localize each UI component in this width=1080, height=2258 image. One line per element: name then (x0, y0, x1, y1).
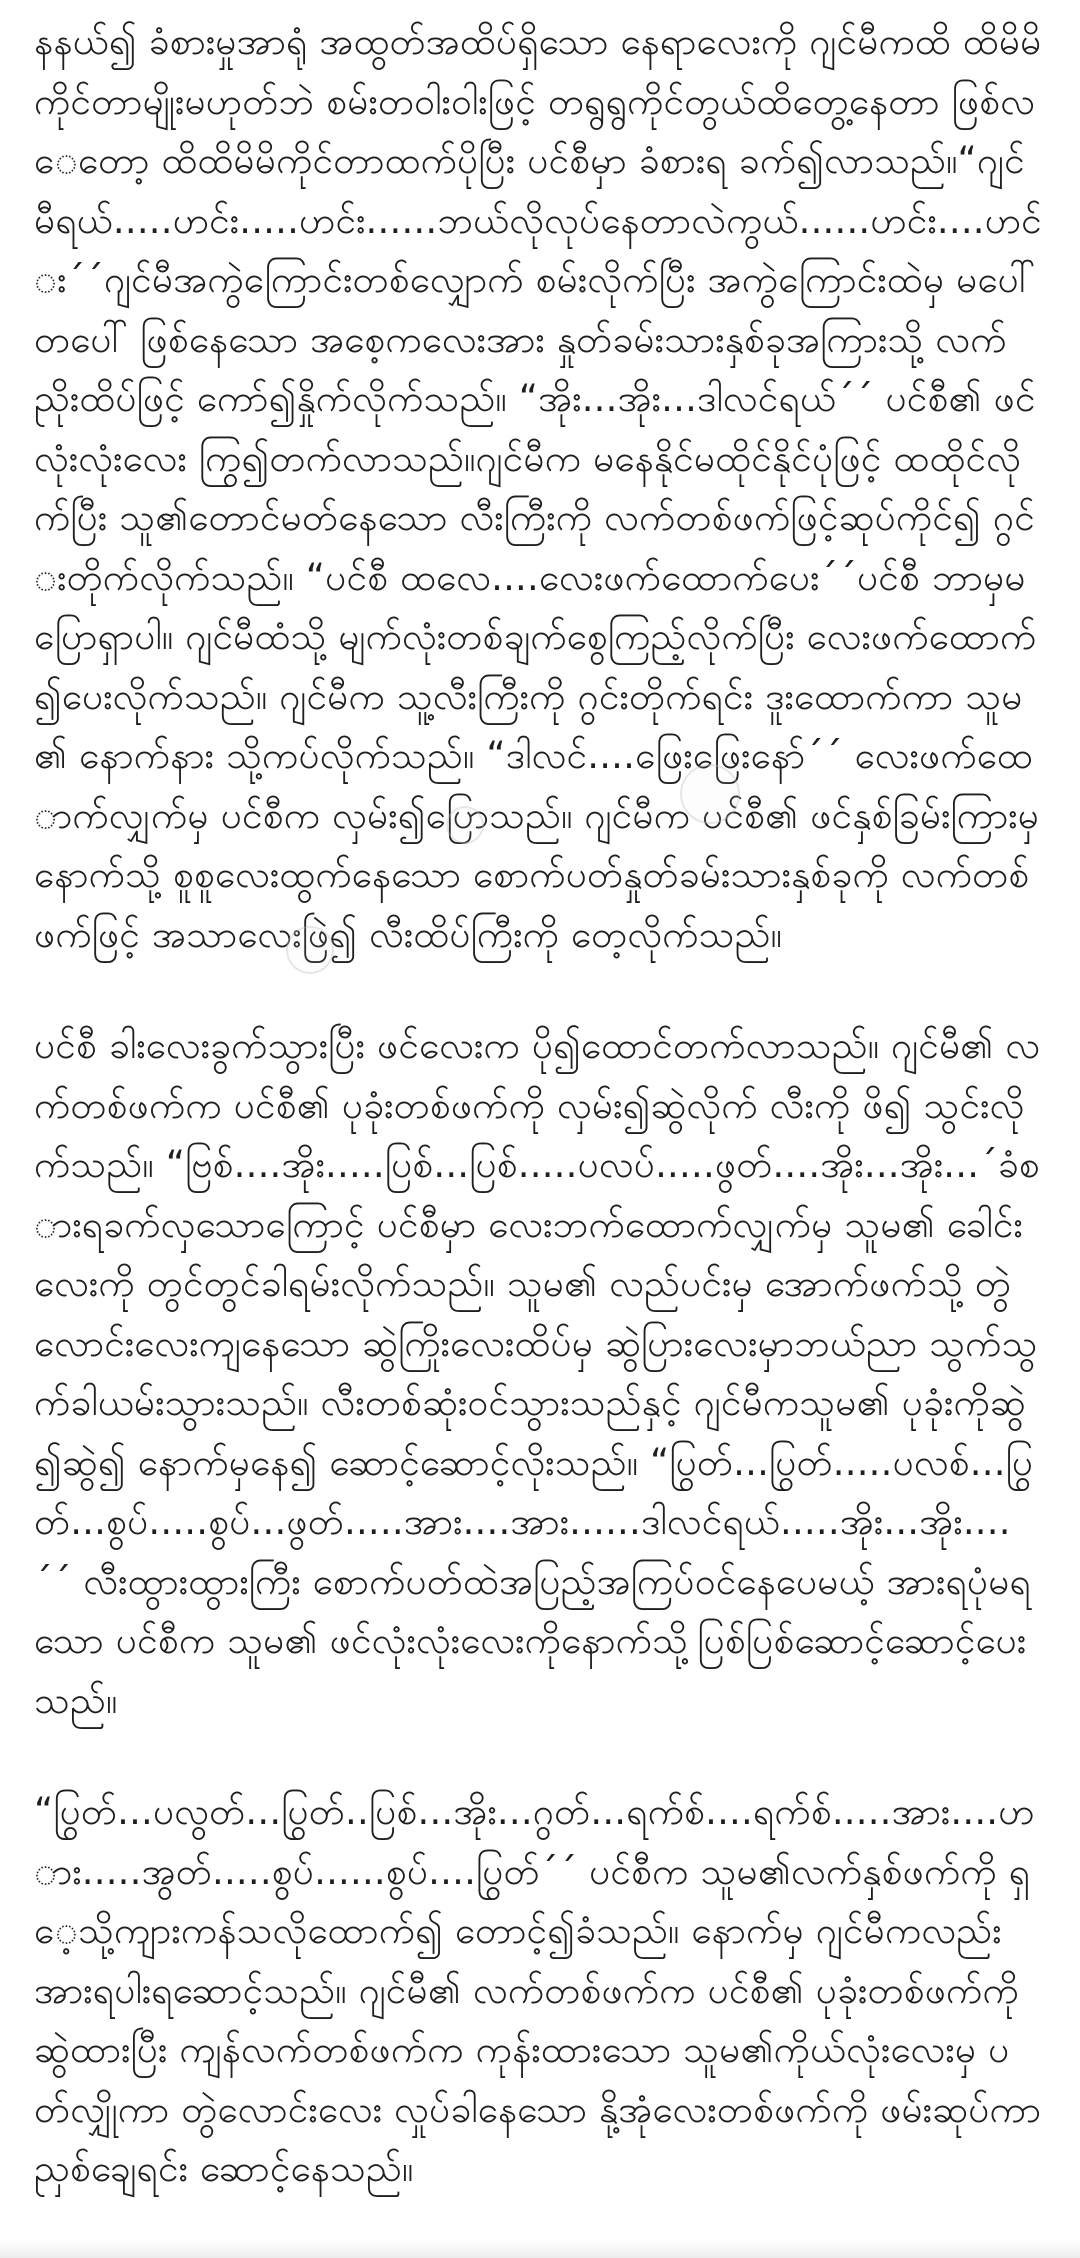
touch-feedback-ring (680, 764, 740, 824)
story-paragraph: “ပြွတ်...ပလွတ်...ပြွတ်..ပြစ်...အိုး...ဂွတ်...ရက်စ်....ရက်စ်.....အား....ဟား.....အွတ်.....စွပ်......စွပ်....ပြွတ်´´ ပင်စီက သူမ၏လက်နှစ်ဖက်ကို ရှေ့သို့ကျားကန်သလိုထောက်၍ တောင့်၍ခံသည်။ နောက်မှ ဂျင်မီကလည်း အားရပါးရဆောင့်သည်။ ဂျင်မီ၏ လက်တစ်ဖက်က ပင်စီ၏ ပုခုံးတစ်ဖက်ကိုဆွဲထားပြီး ကျန်လက်တစ်ဖက်က ကုန်းထားသော သူမ၏ကိုယ်လုံးလေးမှ ပတ်လျှိုကာ တွဲလောင်းလေး လှုပ်ခါနေသော နို့အုံလေးတစ်ဖက်ကို ဖမ်းဆုပ်ကာ ညှစ်ချေရင်း ဆောင့်နေသည်။ (34, 1790, 1042, 2190)
scroll-edge-shadow (0, 2240, 1080, 2258)
touch-feedback-ring (446, 806, 484, 844)
touch-feedback-ring (286, 926, 334, 974)
story-paragraph: ပင်စီ ခါးလေးခွက်သွားပြီး ဖင်လေးက ပို၍ထောင်တက်လာသည်။ ဂျင်မီ၏ လက်တစ်ဖက်က ပင်စီ၏ ပုခုံးတစ်ဖက်ကို လှမ်း၍ဆွဲလိုက် လီးကို ဖိ၍ သွင်းလိုက်သည်။ “ဗြစ်....အိုး.....ပြစ်...ပြစ်.....ပလပ်.....ဖွတ်....အိုး...အိုး...´ခံစားရခက်လှသောကြောင့် ပင်စီမှာ လေးဘက်ထောက်လျှက်မှ သူမ၏ ခေါင်းလေးကို တွင်တွင်ခါရမ်းလိုက်သည်။ သူမ၏ လည်ပင်းမှ အောက်ဖက်သို့ တွဲလောင်းလေးကျနေသော ဆွဲကြိုးလေးထိပ်မှ ဆွဲပြားလေးမှာဘယ်ညာ သွက်သွက်ခါယမ်းသွားသည်။ လီးတစ်ဆုံးဝင်သွားသည်နှင့် ဂျင်မီကသူမ၏ ပုခုံးကိုဆွဲ၍ဆွဲ၍ နောက်မှနေ၍ ဆောင့်ဆောင့်လိုးသည်။ “ပြွတ်...ပြွတ်.....ပလစ်...ပြွတ်...စွပ်.....စွပ်...ဖွတ်.....အား....အား......ဒါလင်ရယ်.....အိုး...အိုး....´´ လီးထွားထွားကြီး စောက်ပတ်ထဲအပြည့်အကြပ်ဝင်နေပေမယ့် အားရပုံမရသော ပင်စီက သူမ၏ ဖင်လုံးလုံးလေးကိုနောက်သို့ပြစ်ပြစ်ဆောင့်ဆောင့်ပေးသည်။ (34, 1024, 1041, 1722)
story-paragraph: နနယ်၍ ခံစားမှုအာရုံ အထွတ်အထိပ်ရှိသော နေရာလေးကို ဂျင်မီကထိ ထိမိမိကိုင်တာမျိုးမဟုတ်ဘဲ စမ်းတဝါးဝါးဖြင့် တရွရွကိုင်တွယ်ထိတွေ့နေတာ ဖြစ်လေတော့ ထိထိမိမိကိုင်တာထက်ပိုပြီး ပင်စီမှာ ခံစားရ ခက်၍လာသည်။“ဂျင်မီရယ်.....ဟင်း.....ဟင်း......ဘယ်လိုလုပ်နေတာလဲကွယ်......ဟင်း....ဟင်း´´ဂျင်မီအကွဲကြောင်းတစ်လျှောက် စမ်းလိုက်ပြီး အကွဲကြောင်းထဲမှ မပေါ်တပေါ် ဖြစ်နေသော အစေ့ကလေးအား နှုတ်ခမ်းသားနှစ်ခုအကြားသို့ လက်ညိုးထိပ်ဖြင့် ကော်၍နှိုက်လိုက်သည်။ “အိုး...အိုး...ဒါလင်ရယ်´´ ပင်စီ၏ ဖင်လုံးလုံးလေး ကြွ၍တက်လာသည်။ဂျင်မီက မနေနိုင်မထိုင်နိုင်ပုံဖြင့် ထထိုင်လိုက်ပြီး သူ၏တောင်မတ်နေသော လီးကြီးကို လက်တစ်ဖက်ဖြင့်ဆုပ်ကိုင်၍ ဂွင်းတိုက်လိုက်သည်။ “ပင်စီ ထလေ....လေးဖက်ထောက်ပေး´´ပင်စီ ဘာမှမပြောရှာပါ။ ဂျင်မီထံသို့ မျက်လုံးတစ်ချက်စွေကြည့်လိုက်ပြီး လေးဖက်ထောက်၍ပေးလိုက်သည်။ ဂျင်မီက သူ့လီးကြီးကို ဂွင်းတိုက်ရင်း ဒူးထောက်ကာ သူမ၏ နောက်နား သို့ကပ်လိုက်သည်။ “ဒါလင်....ဖြေးဖြေးနော်´´ လေးဖက်ထောက်လျှက်မှ ပင်စီက လှမ်း၍ပြောသည်။ ဂျင်မီက ပင်စီ၏ ဖင်နှစ်ခြမ်းကြားမှ နောက်သို့ စူစူလေးထွက်နေသော စောက်ပတ်နှုတ်ခမ်းသားနှစ်ခုကို လက်တစ်ဖက်ဖြင့် အသာလေးဖြဲ၍ လီးထိပ်ကြီးကို တေ့လိုက်သည်။ (34, 20, 1042, 956)
